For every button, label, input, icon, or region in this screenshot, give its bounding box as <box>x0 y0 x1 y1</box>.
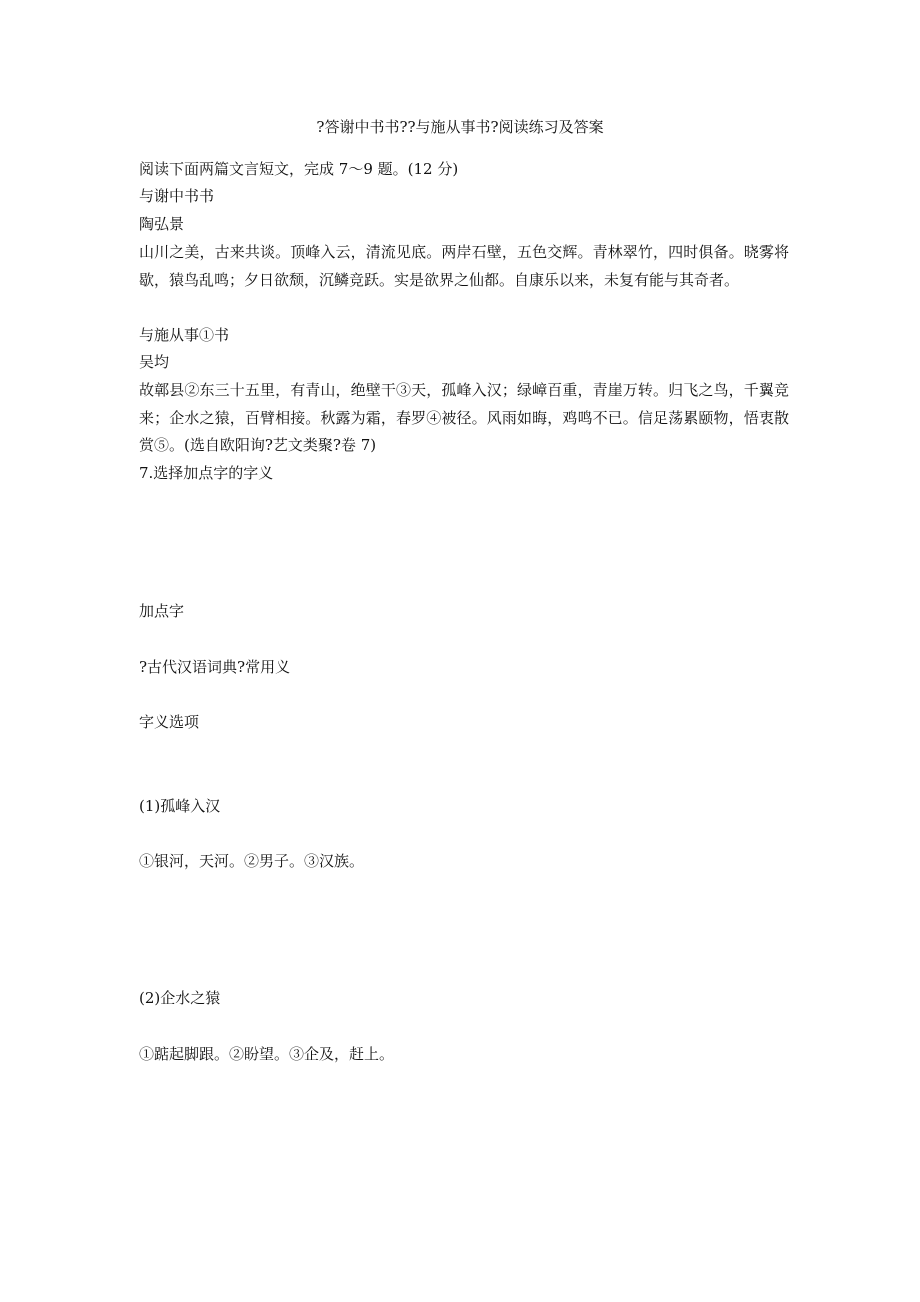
document-title: ?答谢中书书??与施从事书?阅读练习及答案 <box>316 118 604 136</box>
text2-author: 吴均 <box>139 353 170 371</box>
text2-body: 故鄣县②东三十五里，有青山，绝壁干③天，孤峰入汉；绿嶂百重，青崖万转。归飞之鸟，千翼竞来；企水之猿，百臂相接。秋露为霜，春罗④被径。风雨如晦，鸡鸣不已。信足荡累颐物，悟衷散赏⑤。(选自欧阳询?艺文类聚?卷 7) <box>139 381 789 454</box>
item2-options: ①踮起脚跟。②盼望。③企及，赶上。 <box>139 1045 395 1063</box>
question-7: 7.选择加点字的字义 <box>139 464 274 482</box>
item2-word: (2)企水之猿 <box>139 989 221 1007</box>
text1-author: 陶弘景 <box>139 215 185 233</box>
text2-heading: 与施从事①书 <box>139 326 230 344</box>
item1-word: (1)孤峰入汉 <box>139 797 221 815</box>
item1-options: ①银河，天河。②男子。③汉族。 <box>139 852 365 870</box>
instruction-text: 阅读下面两篇文言短文，完成 7～9 题。(12 分) <box>139 160 459 178</box>
table-header-word: 加点字 <box>139 602 185 620</box>
table-header-options: 字义选项 <box>139 713 200 731</box>
table-header-dictionary: ?古代汉语词典?常用义 <box>139 658 291 676</box>
text1-body: 山川之美，古来共谈。顶峰入云，清流见底。两岸石壁，五色交辉。青林翠竹，四时俱备。晓雾将歇，猿鸟乱鸣；夕日欲颓，沉鳞竞跃。实是欲界之仙都。自康乐以来，未复有能与其奇者。 <box>139 243 789 289</box>
text1-heading: 与谢中书书 <box>139 187 215 205</box>
